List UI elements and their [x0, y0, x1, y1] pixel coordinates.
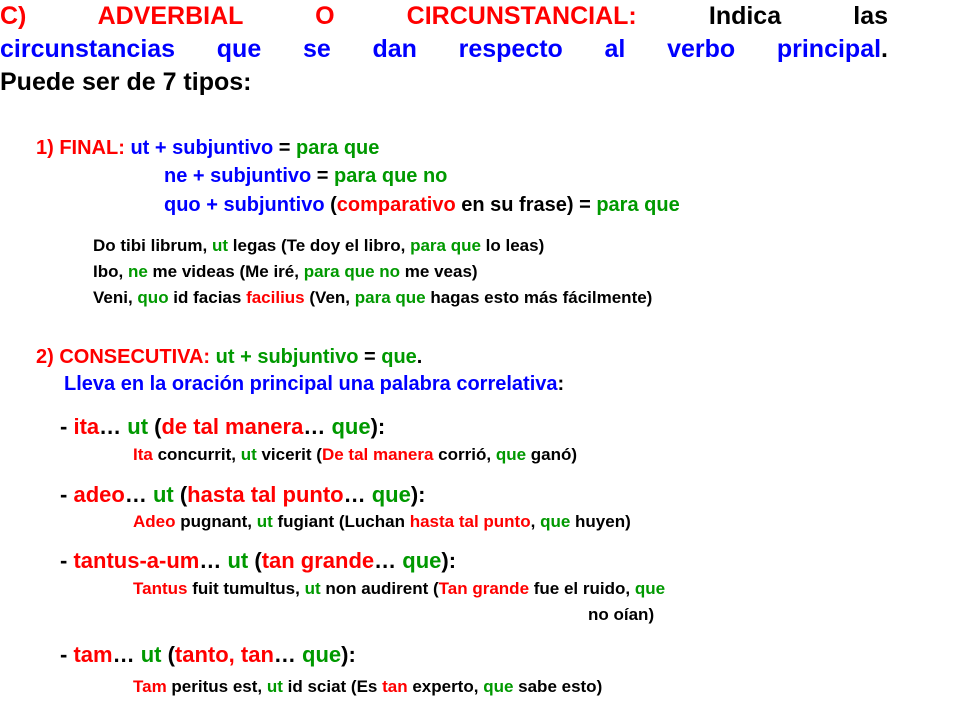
example-text: sabe esto) — [513, 677, 603, 696]
conjunction: ut — [227, 548, 249, 573]
example-keyword: que — [495, 445, 527, 464]
translation: hasta tal punto — [187, 482, 344, 507]
ellipsis: … — [112, 642, 141, 667]
final-example-2 — [93, 262, 478, 282]
ellipsis: … — [343, 482, 372, 507]
translation: tanto, tan — [174, 642, 274, 667]
example-text: pugnant, — [175, 512, 257, 531]
final-rule-3-text: en su frase) = — [455, 194, 597, 216]
conjunction: ut — [152, 482, 174, 507]
consecutiva-rule — [36, 346, 422, 369]
bullet-dash: - — [60, 642, 74, 667]
example-text: vicerit ( — [256, 445, 322, 464]
example-correlative: Tam — [133, 677, 167, 696]
equals-sign: = — [311, 165, 335, 187]
ellipsis: … — [199, 548, 228, 573]
example-correlative: tan — [382, 677, 408, 696]
paren-open: ( — [173, 482, 188, 507]
example-keyword: para que — [410, 236, 481, 255]
colon: : — [557, 373, 565, 395]
paren-open: ( — [248, 548, 262, 573]
paren-close: ): — [410, 482, 426, 507]
example-text: fue el ruido, — [529, 579, 635, 598]
example-text: experto, — [407, 677, 484, 696]
conjunction: ut — [127, 414, 149, 439]
ellipsis: … — [99, 414, 128, 439]
example-text: (Ven, — [304, 288, 355, 307]
final-label: 1) FINAL: — [36, 137, 125, 159]
correlative-tam-heading — [60, 642, 356, 668]
example-keyword: que — [634, 579, 666, 598]
heading-line-1 — [0, 0, 888, 33]
example-text: huyen) — [570, 512, 631, 531]
heading-text-blue: circunstancias que se dan respecto al verbo principal — [0, 35, 882, 63]
correlative-adeo-example — [133, 512, 631, 532]
example-text: peritus est, — [166, 677, 267, 696]
final-rule-3-meaning: para que — [596, 194, 680, 216]
translation: de tal manera — [161, 414, 304, 439]
correlative-tantus-example-cont: no oían) — [588, 605, 655, 624]
translation-conjunction: que — [402, 548, 442, 573]
heading-line-2 — [0, 33, 888, 66]
example-keyword: que — [483, 677, 514, 696]
paren-close: ): — [441, 548, 457, 573]
example-text: me veas) — [400, 262, 478, 281]
consecutiva-meaning: que — [381, 346, 417, 368]
final-rule-2 — [164, 165, 447, 188]
translation-conjunction: que — [302, 642, 342, 667]
example-text: fuit tumultus, — [187, 579, 305, 598]
consecutiva-note-text: Lleva en la oración principal una palabra correlativa — [64, 373, 558, 395]
bullet-dash: - — [60, 548, 74, 573]
example-text: legas (Te doy el libro, — [228, 236, 411, 255]
example-keyword: para que — [354, 288, 426, 307]
example-correlative: Tan grande — [438, 579, 530, 598]
correlative-word: adeo — [73, 482, 125, 507]
correlative-word: ita — [73, 414, 100, 439]
correlative-ita-heading — [60, 414, 385, 440]
example-keyword: ut — [240, 445, 257, 464]
heading-line-3: Puede ser de 7 tipos: — [0, 68, 252, 96]
bullet-dash: - — [60, 482, 74, 507]
correlative-adeo-heading — [60, 482, 426, 508]
correlative-word: tantus-a-um — [73, 548, 200, 573]
correlative-word: tam — [73, 642, 113, 667]
paren-open: ( — [161, 642, 175, 667]
paren-open: ( — [324, 194, 337, 216]
example-keyword: ut — [266, 677, 283, 696]
example-keyword: ut — [304, 579, 321, 598]
example-text: hagas esto más fácilmente) — [425, 288, 653, 307]
example-keyword: ut — [256, 512, 273, 531]
example-text: fugiant (Luchan — [272, 512, 410, 531]
consecutiva-note — [64, 373, 564, 396]
example-text: Ibo, — [93, 262, 128, 281]
example-comparative: facilius — [246, 288, 305, 307]
example-correlative: Tantus — [133, 579, 188, 598]
bullet-dash: - — [60, 414, 74, 439]
final-rule-1 — [36, 137, 379, 160]
ellipsis: … — [124, 482, 153, 507]
final-rule-2-meaning: para que no — [334, 165, 448, 187]
example-text: ganó) — [526, 445, 578, 464]
correlative-ita-example — [133, 445, 577, 465]
translation-conjunction: que — [331, 414, 371, 439]
heading-text: Indica las — [708, 2, 888, 30]
final-example-3 — [93, 288, 652, 308]
paren-close: ): — [341, 642, 356, 667]
period: . — [416, 346, 423, 368]
heading-title: C) ADVERBIAL O CIRCUNSTANCIAL: — [0, 2, 637, 30]
paren-open: ( — [148, 414, 162, 439]
translation: tan grande — [261, 548, 375, 573]
example-keyword: quo — [137, 288, 169, 307]
example-text: id facias — [168, 288, 247, 307]
example-correlative: hasta tal punto — [409, 512, 531, 531]
ellipsis: … — [303, 414, 332, 439]
final-rule-3 — [164, 194, 680, 217]
consecutiva-construction: ut + subjuntivo — [215, 346, 359, 368]
equals-sign: = — [273, 137, 297, 159]
heading-period: . — [881, 35, 888, 63]
example-text: corrió, — [433, 445, 496, 464]
translation-conjunction: que — [371, 482, 411, 507]
final-rule-3-construction: quo + subjuntivo — [164, 194, 325, 216]
example-text: , — [530, 512, 541, 531]
ellipsis: … — [273, 642, 303, 667]
final-example-1 — [93, 236, 544, 256]
example-text: non audirent ( — [320, 579, 439, 598]
correlative-tantus-heading — [60, 548, 456, 574]
example-correlative: Ita — [133, 445, 153, 464]
final-rule-1-construction: ut + subjuntivo — [130, 137, 274, 159]
section-heading — [0, 0, 888, 99]
example-text: lo leas) — [480, 236, 545, 255]
final-rule-2-construction: ne + subjuntivo — [164, 165, 312, 187]
example-text: id sciat (Es — [282, 677, 383, 696]
example-keyword: para que no — [303, 262, 401, 281]
example-keyword: ne — [127, 262, 148, 281]
conjunction: ut — [140, 642, 162, 667]
example-correlative: De tal manera — [321, 445, 434, 464]
example-text: Do tibi librum, — [93, 236, 212, 255]
correlative-tam-example — [133, 677, 602, 697]
consecutiva-label: 2) CONSECUTIVA: — [36, 346, 211, 368]
example-text: me videas (Me iré, — [147, 262, 304, 281]
comparativo-word: comparativo — [336, 194, 456, 216]
paren-close: ): — [370, 414, 386, 439]
example-text: concurrit, — [152, 445, 241, 464]
equals-sign: = — [358, 346, 382, 368]
example-text: Veni, — [93, 288, 138, 307]
example-keyword: que — [540, 512, 571, 531]
example-keyword: ut — [212, 236, 229, 255]
final-rule-1-meaning: para que — [296, 137, 380, 159]
example-correlative: Adeo — [133, 512, 176, 531]
ellipsis: … — [374, 548, 403, 573]
correlative-tantus-example — [133, 579, 665, 599]
